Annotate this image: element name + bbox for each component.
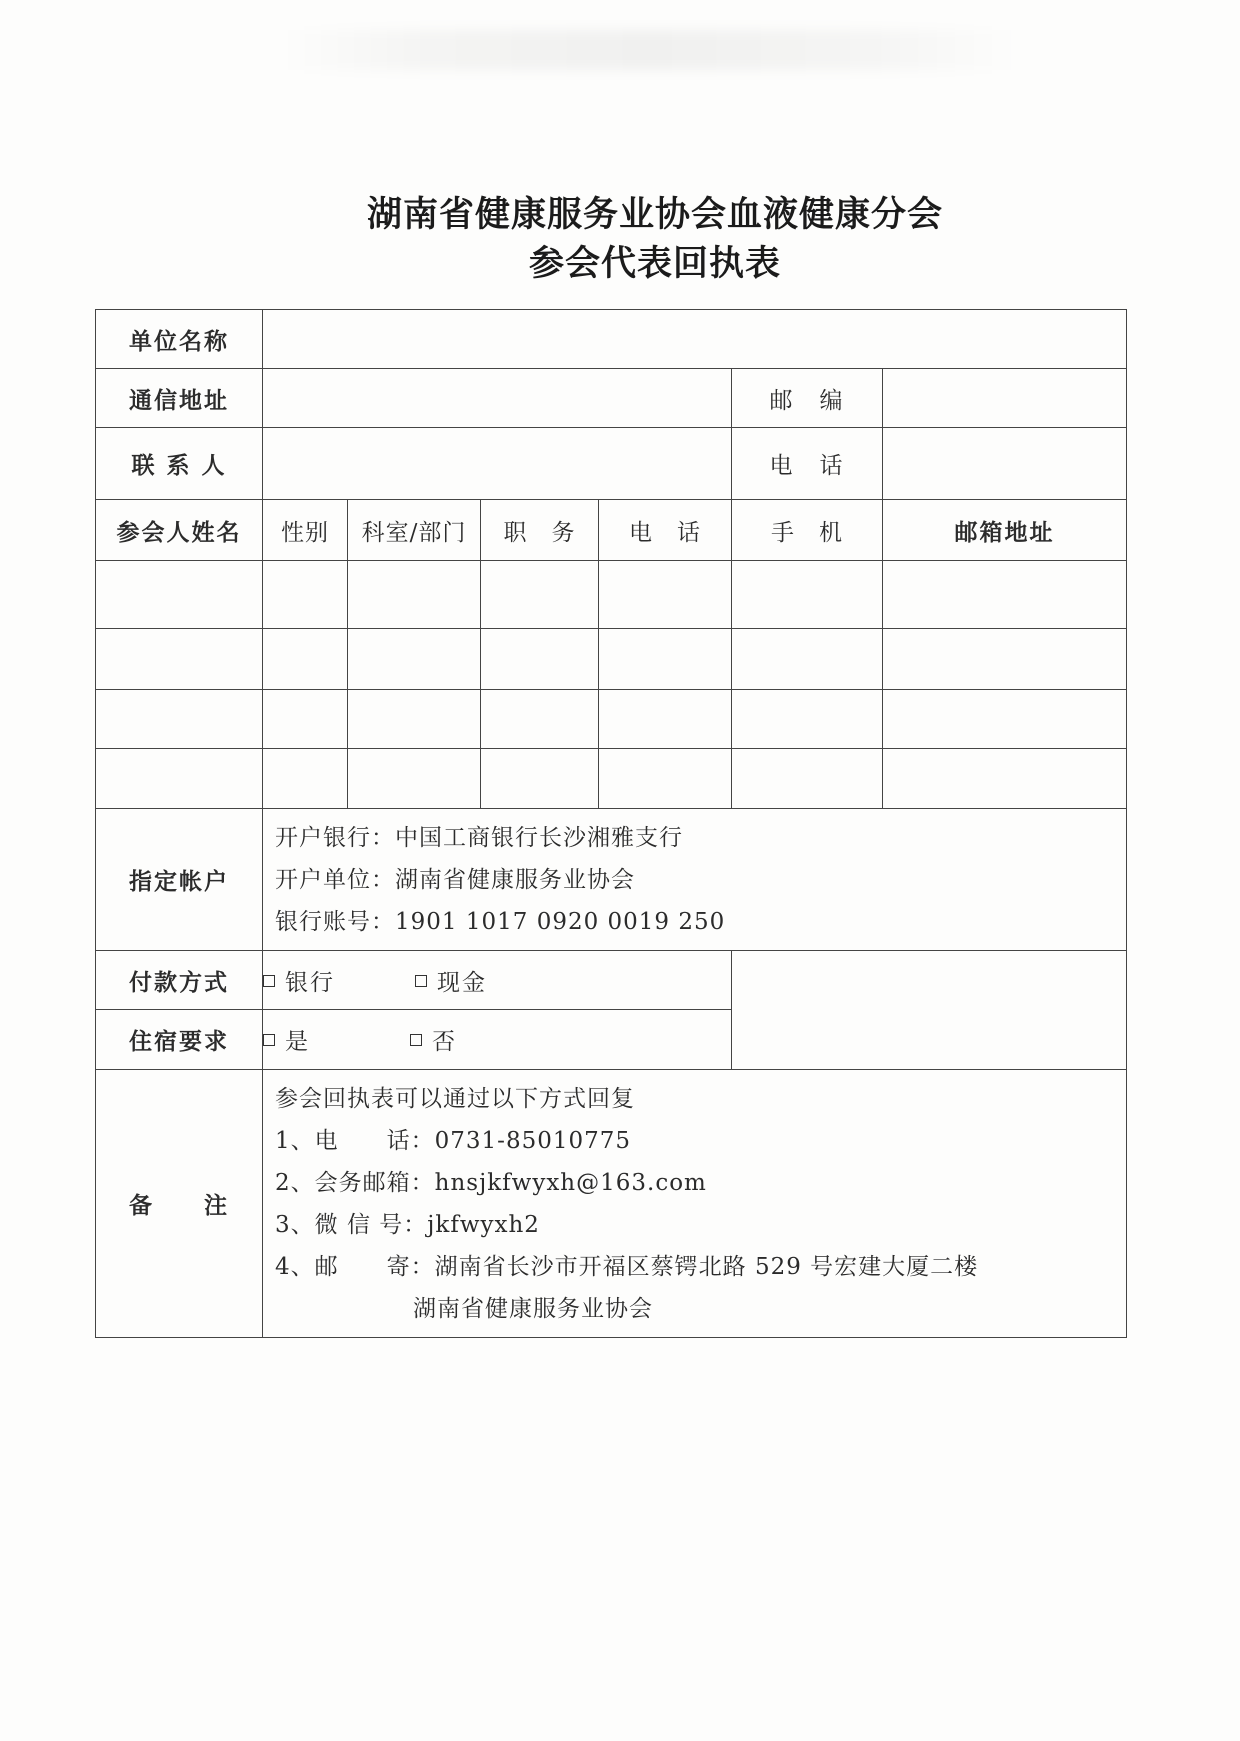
remarks-row (96, 1070, 1127, 1338)
lodging-option-no-label: 否 (432, 1029, 457, 1055)
phone-cell[interactable] (599, 690, 732, 749)
checkbox-icon[interactable] (263, 1034, 275, 1046)
remarks-phone: 1、电 话：0731-85010775 (275, 1127, 632, 1154)
department-cell[interactable] (348, 690, 481, 749)
page-subtitle: 参会代表回执表 (528, 244, 781, 284)
attendee-name-cell[interactable] (96, 561, 263, 629)
contact-row (96, 428, 1127, 500)
attendee-name-cell[interactable] (96, 749, 263, 809)
mobile-cell[interactable] (732, 749, 883, 809)
email-cell[interactable] (883, 749, 1127, 809)
payment-option-bank-label: 银行 (285, 969, 335, 996)
mobile-header: 手 机 (732, 500, 883, 561)
payment-option-bank[interactable] (263, 964, 335, 997)
blank-side-cell (732, 951, 1127, 1070)
account-info (263, 809, 1127, 951)
department-cell[interactable] (348, 561, 481, 629)
payment-option-cash-label: 现金 (437, 969, 487, 996)
account-label: 指定帐户 (96, 809, 263, 951)
payment-row (96, 951, 1127, 1010)
remarks-wechat: 3、微 信 号：jkfwyxh2 (275, 1211, 540, 1238)
phone-cell[interactable] (599, 561, 732, 629)
unit-name-row (96, 310, 1127, 369)
page-title: 湖南省健康服务业协会血液健康分会 (366, 195, 943, 235)
remarks-label: 备 注 (96, 1070, 263, 1338)
account-row (96, 809, 1127, 951)
phone-header: 电 话 (599, 500, 732, 561)
attendee-row (96, 690, 1127, 749)
address-row (96, 369, 1127, 428)
contact-field[interactable] (263, 428, 732, 500)
address-field[interactable] (263, 369, 732, 428)
phone-field[interactable] (883, 428, 1127, 500)
attendee-header-row (96, 500, 1127, 561)
unit-name-label: 单位名称 (96, 310, 263, 369)
unit-name-field[interactable] (263, 310, 1127, 369)
checkbox-icon[interactable] (410, 1034, 422, 1046)
payment-option-cash[interactable] (415, 964, 487, 997)
position-cell[interactable] (481, 561, 599, 629)
gender-cell[interactable] (263, 690, 348, 749)
gender-header: 性别 (263, 500, 348, 561)
address-label: 通信地址 (96, 369, 263, 428)
attendee-row (96, 629, 1127, 690)
account-holder-line: 开户单位：湖南省健康服务业协会 (275, 866, 635, 893)
position-cell[interactable] (481, 749, 599, 809)
attendee-name-cell[interactable] (96, 629, 263, 690)
department-cell[interactable] (348, 749, 481, 809)
remarks-email: 2、会务邮箱：hnsjkfwyxh@163.com (275, 1169, 707, 1196)
phone-cell[interactable] (599, 749, 732, 809)
attendee-name-cell[interactable] (96, 690, 263, 749)
department-header: 科室/部门 (348, 500, 481, 561)
checkbox-icon[interactable] (263, 975, 275, 987)
remarks-mail-recipient: 湖南省健康服务业协会 (413, 1295, 653, 1322)
mobile-cell[interactable] (732, 561, 883, 629)
phone-label: 电 话 (732, 428, 883, 500)
attendee-row (96, 749, 1127, 809)
receipt-form-table (95, 309, 1127, 1338)
remarks-intro: 参会回执表可以通过以下方式回复 (275, 1085, 635, 1112)
phone-cell[interactable] (599, 629, 732, 690)
lodging-label: 住宿要求 (96, 1010, 263, 1070)
mobile-cell[interactable] (732, 629, 883, 690)
bleed-through-shadow (280, 30, 1020, 70)
attendee-name-header: 参会人姓名 (96, 500, 263, 561)
attendee-row (96, 561, 1127, 629)
email-header: 邮箱地址 (883, 500, 1127, 561)
department-cell[interactable] (348, 629, 481, 690)
lodging-option-yes[interactable] (263, 1023, 310, 1056)
contact-label: 联 系 人 (96, 428, 263, 500)
mobile-cell[interactable] (732, 690, 883, 749)
lodging-option-no[interactable] (410, 1023, 457, 1056)
remarks-info (263, 1070, 1127, 1338)
postcode-field[interactable] (883, 369, 1127, 428)
payment-options (263, 951, 732, 1010)
remarks-mail-address: 4、邮 寄：湖南省长沙市开福区蔡锷北路 529 号宏建大厦二楼 (275, 1253, 979, 1280)
payment-label: 付款方式 (96, 951, 263, 1010)
lodging-options (263, 1010, 732, 1070)
lodging-option-yes-label: 是 (285, 1029, 310, 1055)
account-number-line: 银行账号：1901 1017 0920 0019 250 (275, 908, 726, 935)
checkbox-icon[interactable] (415, 975, 427, 987)
position-cell[interactable] (481, 629, 599, 690)
postcode-label: 邮 编 (732, 369, 883, 428)
email-cell[interactable] (883, 629, 1127, 690)
bank-name-line: 开户银行：中国工商银行长沙湘雅支行 (275, 824, 683, 851)
email-cell[interactable] (883, 690, 1127, 749)
position-header: 职 务 (481, 500, 599, 561)
gender-cell[interactable] (263, 561, 348, 629)
email-cell[interactable] (883, 561, 1127, 629)
position-cell[interactable] (481, 690, 599, 749)
gender-cell[interactable] (263, 749, 348, 809)
gender-cell[interactable] (263, 629, 348, 690)
